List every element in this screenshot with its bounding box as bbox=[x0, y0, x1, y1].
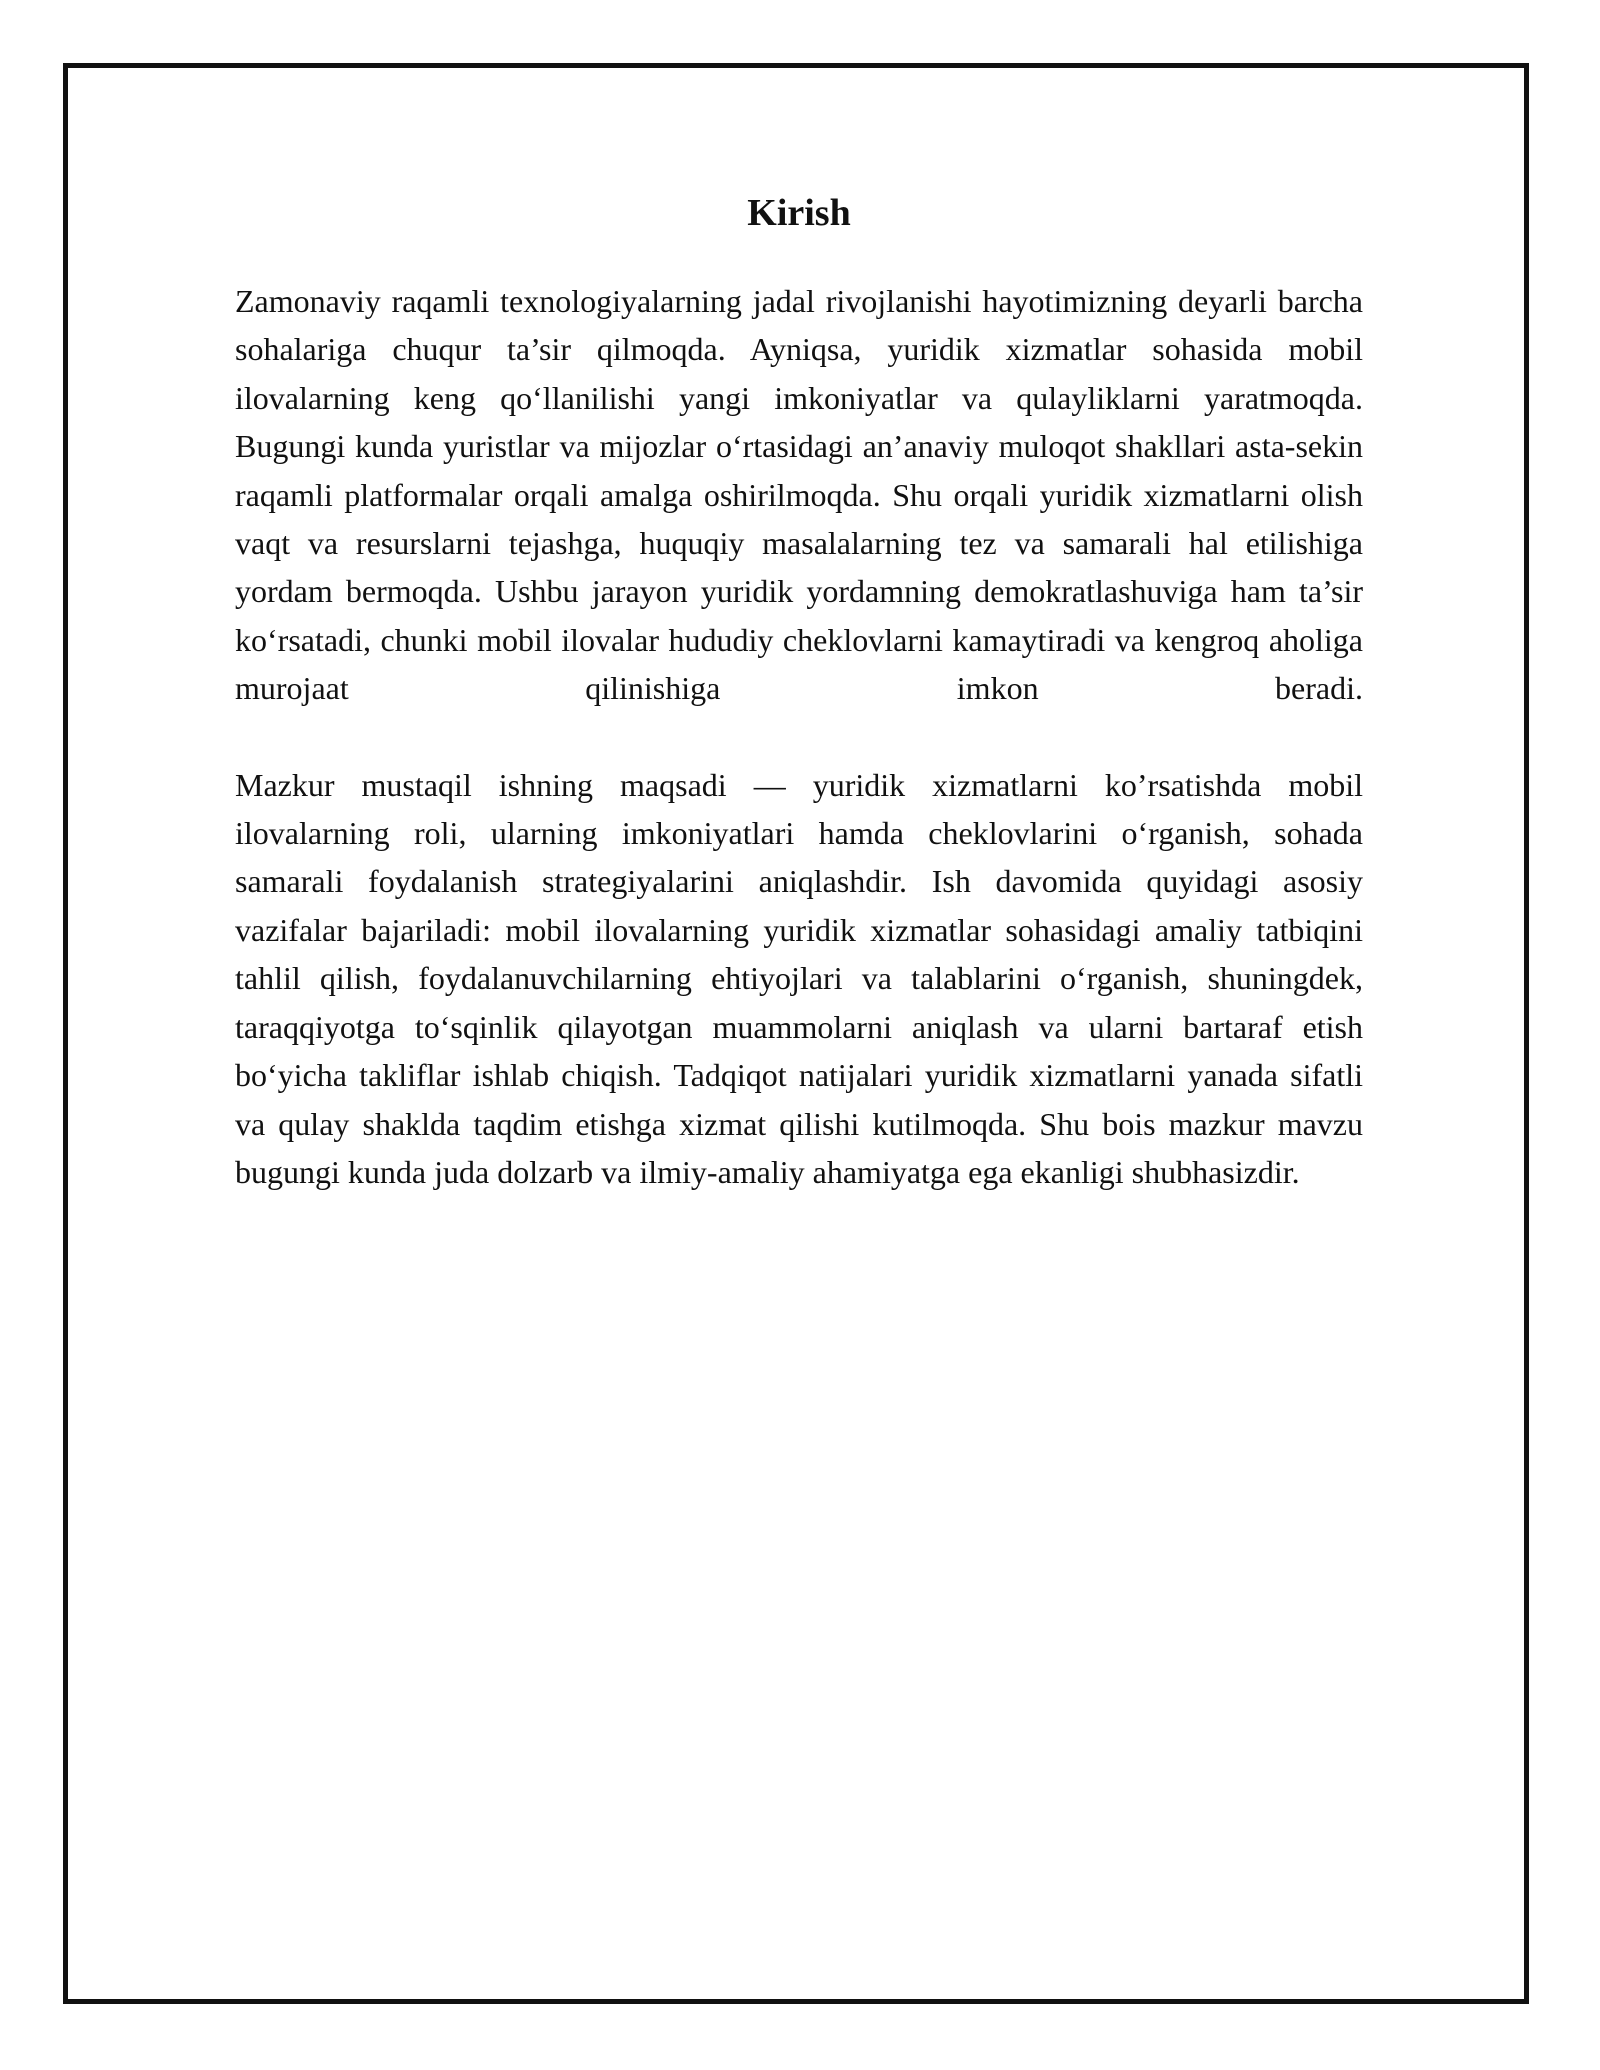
page-title: Kirish bbox=[747, 192, 851, 234]
paragraph-intro: Zamonaviy raqamli texnologiyalarning jadal rivojlanishi hayotimizning deyarli barcha sohalariga chuqur ta’sir qilmoqda. Ayniqsa, yuridik xizmatlar sohasida mobil ilovalarning keng qo‘llanilishi yangi imkoniyatlar va qulayliklarni yaratmoqda. Bugungi kunda yuristlar va mijozlar o‘rtasidagi an’anaviy muloqot shakllari asta-sekin raqamli platformalar orqali amalga oshirilmoqda. Shu orqali yuridik xizmatlarni olish vaqt va resurslarni tejashga, huquqiy masalalarning tez va samarali hal etilishiga yordam bermoqda. Ushbu jarayon yuridik yordamning demokratlashuviga ham ta’sir ko‘rsatadi, chunki mobil ilovalar hududiy cheklovlarni kamaytiradi va kengroq aholiga murojaat qilinishiga imkon beradi. bbox=[235, 283, 1363, 707]
paragraph-goal: Mazkur mustaqil ishning maqsadi — yuridik xizmatlarni ko’rsatishda mobil ilovalarning roli, ularning imkoniyatlari hamda cheklovlarini o‘rganish, sohada samarali foydalanish strategiyalarini aniqlashdir. Ish davomida quyidagi asosiy vazifalar bajariladi: mobil ilovalarning yuridik xizmatlar sohasidagi amaliy tatbiqini tahlil qilish, foydalanuvchilarning ehtiyojlari va talablarini o‘rganish, shuningdek, taraqqiyotga to‘sqinlik qilayotgan muammolarni aniqlash va ularni bartaraf etish bo‘yicha takliflar ishlab chiqish. Tadqiqot natijalari yuridik xizmatlarni yanada sifatli va qulay shaklda taqdim etishga xizmat qilishi kutilmoqda. Shu bois mazkur mavzu bugungi kunda juda dolzarb va ilmiy-amaliy ahamiyatga ega ekanligi shubhasizdir. bbox=[235, 766, 1363, 1190]
document-body bbox=[235, 185, 1363, 1196]
